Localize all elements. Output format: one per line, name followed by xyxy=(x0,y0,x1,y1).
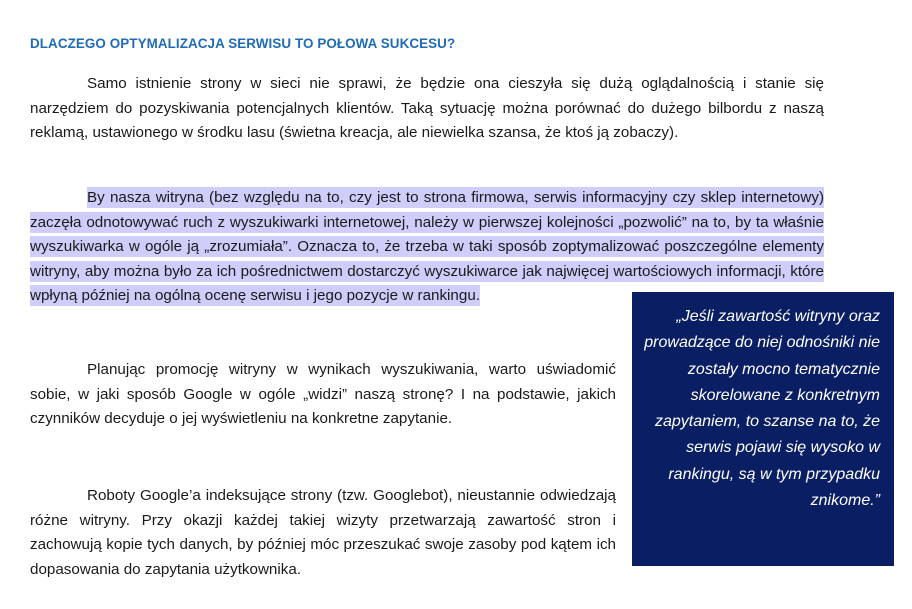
pull-quote-box xyxy=(632,292,894,566)
paragraph-intro: Samo istnienie strony w sieci nie sprawi, że będzie ona cieszyła się dużą oglądalnością i stanie się narzędziem do pozyskiwania potencjalnych klientów. Taką sytuację można porównać do dużego bilbordu z naszą reklamą, ustawionego w środku lasu (świetna kreacja, ale niewielka szansa, że ktoś ją zobaczy). xyxy=(30,75,824,141)
paragraph-googlebot: Roboty Google’a indeksujące strony (tzw. Googlebot), nieustannie odwiedzają różne witryny. Przy okazji każdej takiej wizyty przetwarzają zawartość stron i zachowują kopie tych danych, by później móc przeszukać swoje zasoby pod kątem ich dopasowania do zapytania użytkownika. xyxy=(30,487,616,578)
pull-quote-text: „Jeśli zawartość witryny oraz prowadzące do niej odnośniki nie zostały mocno tematycznie skorelowane z konkretnym zapytaniem, to szanse na to, że serwis pojawi się wysoko w rankingu, są w tym przypadku znikome.” xyxy=(644,308,880,510)
paragraph-promotion: Planując promocję witryny w wynikach wyszukiwania, warto uświadomić sobie, w jaki sposób Google w ogóle „widzi” naszą stronę? I na podstawie, jakich czynników decyduje o jej wyświetleniu na konkretne zapytanie. xyxy=(30,361,616,427)
section-heading: DLACZEGO OPTYMALIZACJA SERWISU TO POŁOWA SUKCESU? xyxy=(30,36,456,51)
text-selection-highlight: By nasza witryna (bez względu na to, czy jest to strona firmowa, serwis informacyjny czy sklep internetowy) zaczęła odnotowywać ruch z wyszukiwarki internetowej, należy w pierwszej kolejności „pozwolić” na to, by ta właśnie wyszukiwarka w ogóle ją „zrozumiała”. Oznacza to, że trzeba w taki sposób zoptymalizować poszczególne elementy witryny, aby można było za ich pośrednictwem dostarczyć wyszukiwarce jak najwięcej wartościowych informacji, które wpłyną później na ogólną ocenę serwisu i jego pozycje w rankingu. xyxy=(30,189,824,304)
paragraph-highlighted xyxy=(30,186,824,309)
